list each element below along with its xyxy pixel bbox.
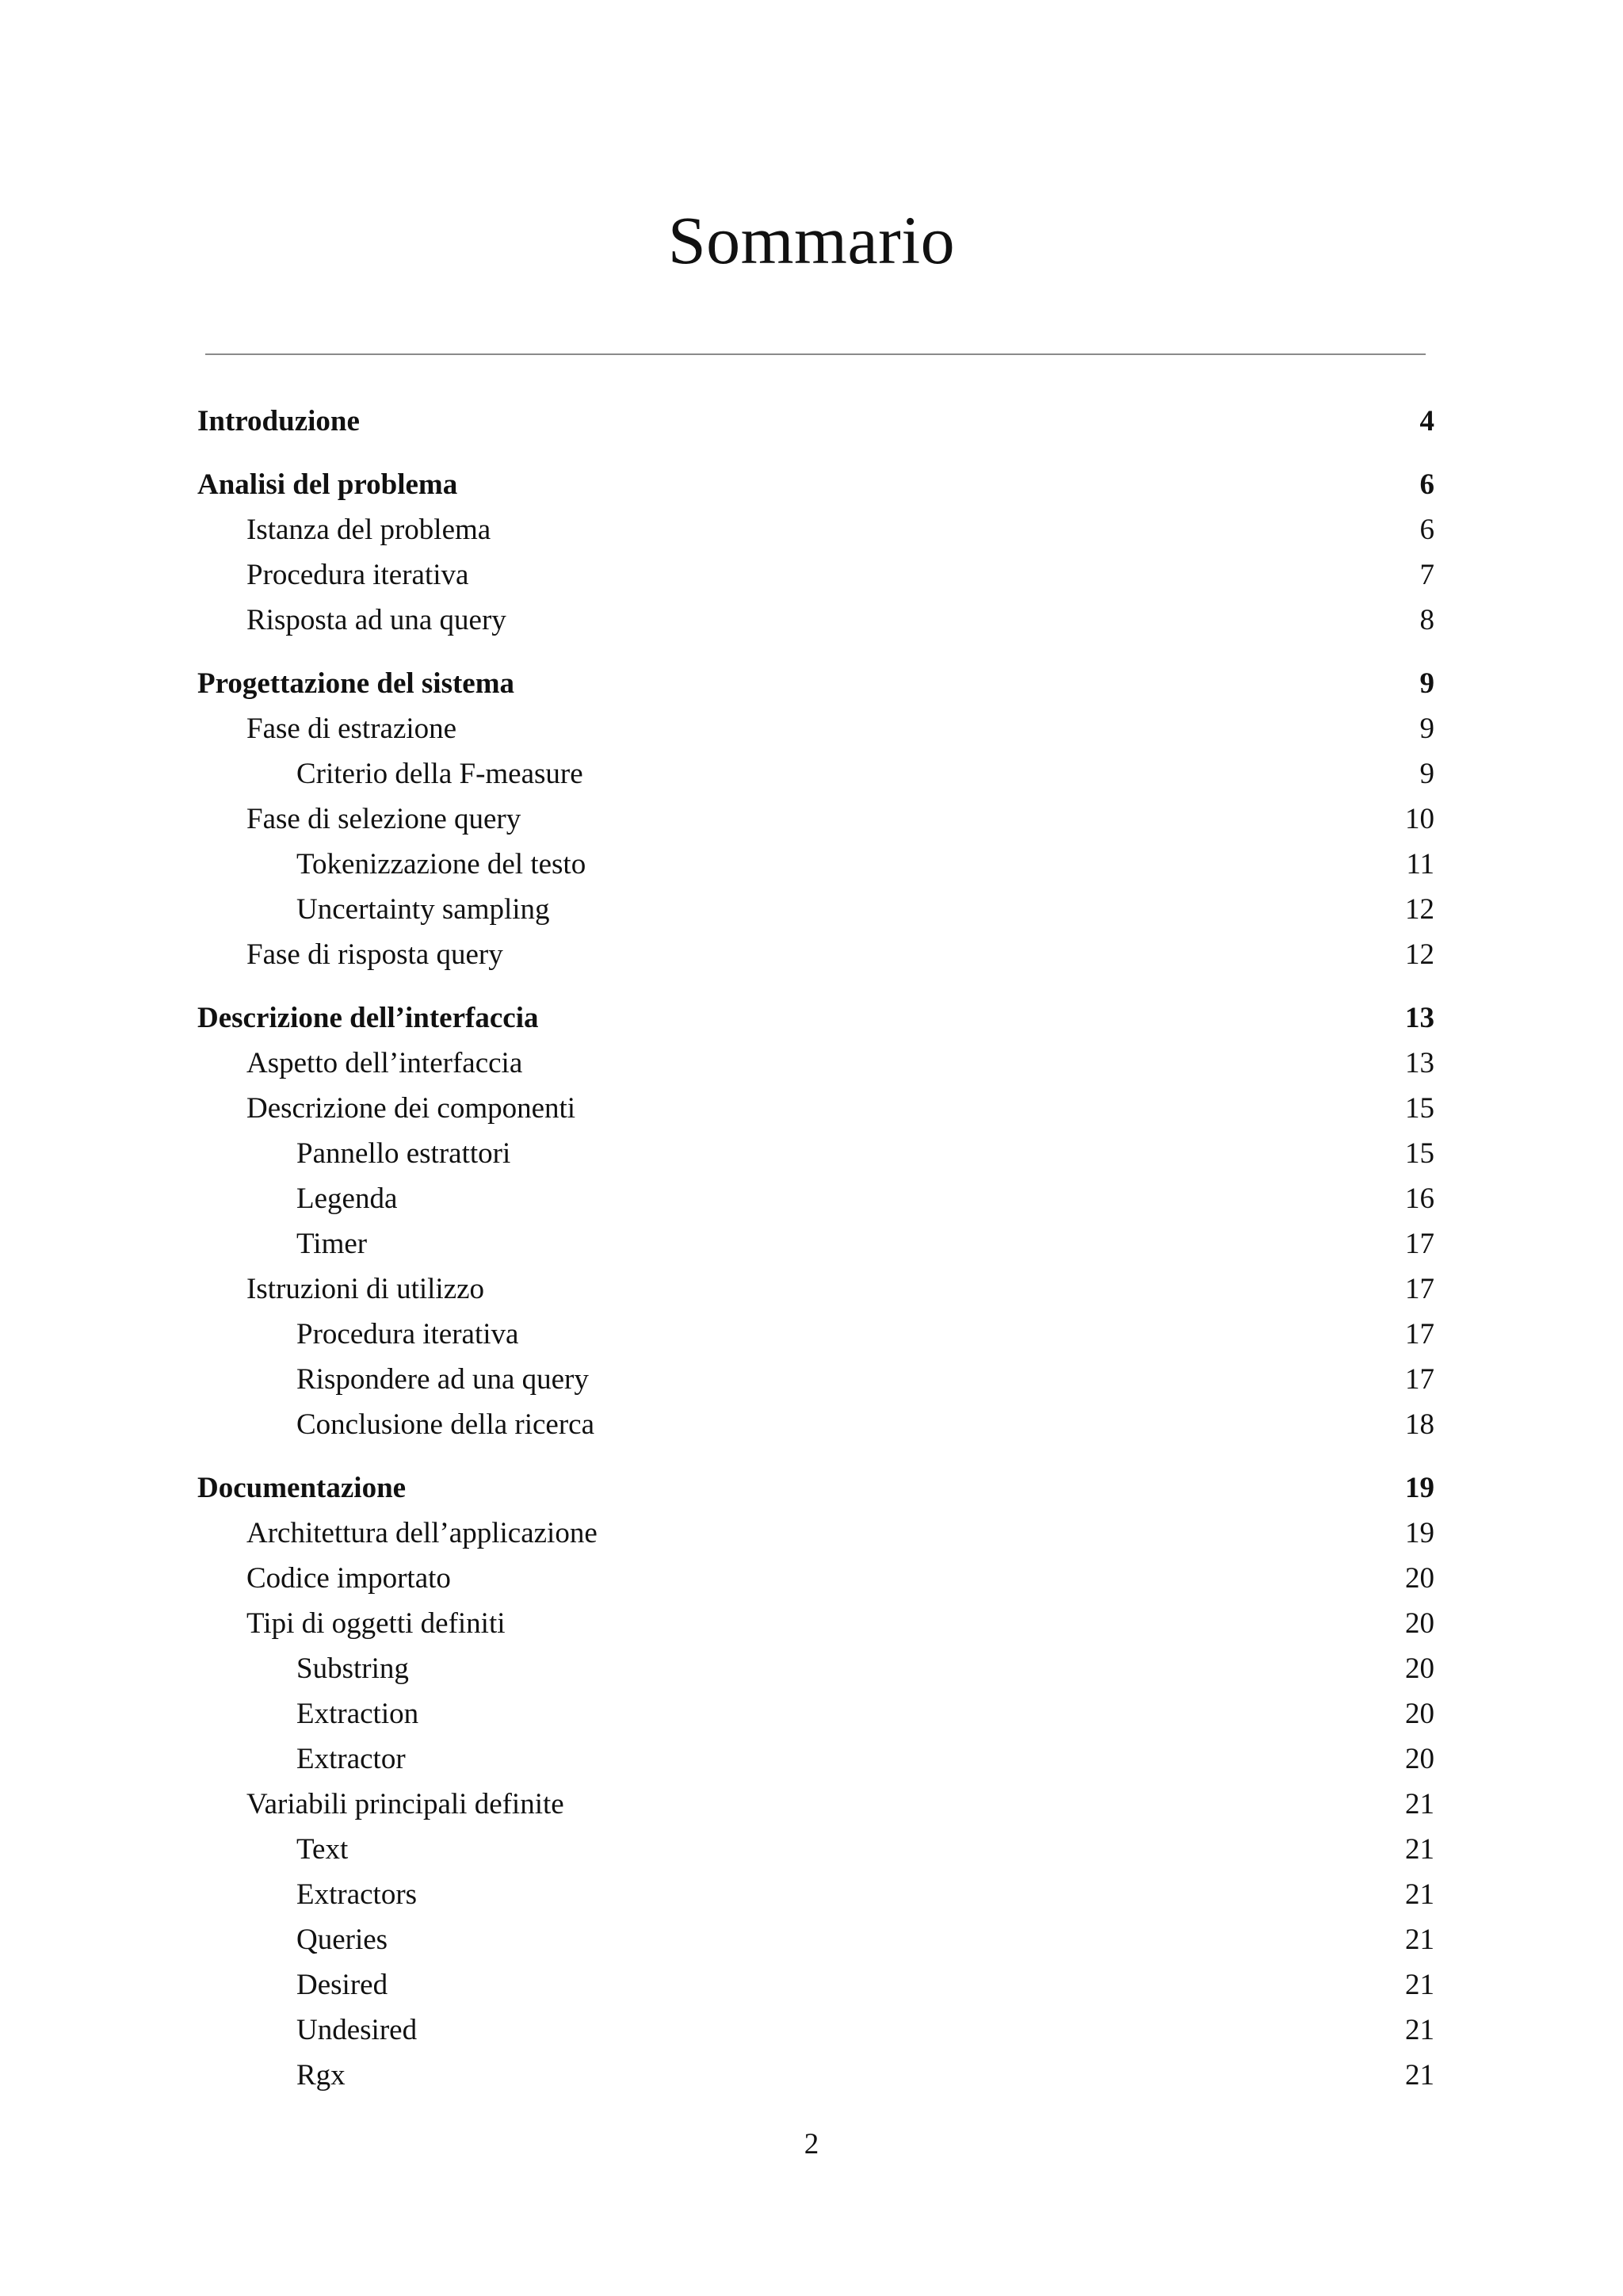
toc-entry-label: Procedura iterativa	[246, 559, 469, 591]
toc-entry[interactable]	[197, 2053, 1434, 2098]
toc-entry-label: Desired	[296, 1969, 388, 2001]
toc-entry[interactable]	[197, 1131, 1434, 1176]
toc-entry[interactable]	[197, 399, 1434, 444]
toc-entry-page: 15	[1405, 1092, 1434, 1125]
toc-entry-label: Tipi di oggetti definiti	[246, 1607, 506, 1640]
toc-entry-page: 21	[1405, 2014, 1434, 2046]
toc-entry[interactable]	[197, 462, 1434, 507]
toc-entry-page: 21	[1405, 1788, 1434, 1820]
toc-entry[interactable]	[197, 598, 1434, 643]
toc-entry-label: Analisi del problema	[197, 468, 458, 501]
toc-entry-label: Extraction	[296, 1698, 419, 1730]
toc-entry-label: Criterio della F-measure	[296, 758, 583, 790]
toc-entry-label: Extractor	[296, 1743, 406, 1775]
toc-entry[interactable]	[197, 1221, 1434, 1266]
toc-entry[interactable]	[197, 661, 1434, 706]
toc-entry-page: 18	[1405, 1408, 1434, 1441]
table-of-contents	[197, 399, 1434, 2098]
toc-entry-page: 17	[1405, 1228, 1434, 1260]
toc-entry-label: Substring	[296, 1652, 409, 1685]
toc-entry-label: Progettazione del sistema	[197, 667, 515, 700]
toc-entry-page: 11	[1406, 848, 1434, 881]
toc-entry-page: 12	[1405, 938, 1434, 971]
toc-entry-page: 16	[1405, 1182, 1434, 1215]
toc-entry-label: Extractors	[296, 1878, 418, 1911]
toc-entry[interactable]	[197, 842, 1434, 887]
toc-entry[interactable]	[197, 797, 1434, 842]
toc-entry[interactable]	[197, 2008, 1434, 2053]
toc-entry-page: 15	[1405, 1137, 1434, 1170]
toc-entry[interactable]	[197, 706, 1434, 751]
toc-entry[interactable]	[197, 751, 1434, 797]
toc-entry-page: 7	[1419, 559, 1434, 591]
toc-entry-label: Rgx	[296, 2059, 346, 2092]
toc-entry[interactable]	[197, 552, 1434, 598]
toc-entry-label: Conclusione della ricerca	[296, 1408, 594, 1441]
toc-entry[interactable]	[197, 1312, 1434, 1357]
toc-entry-page: 21	[1405, 1833, 1434, 1866]
toc-entry-page: 17	[1405, 1273, 1434, 1305]
toc-entry-label: Procedura iterativa	[296, 1318, 519, 1350]
toc-entry[interactable]	[197, 1827, 1434, 1872]
toc-entry-label: Istanza del problema	[246, 514, 491, 546]
toc-entry-page: 6	[1419, 514, 1434, 546]
toc-entry-label: Queries	[296, 1924, 388, 1956]
toc-entry-page: 19	[1405, 1517, 1434, 1549]
toc-entry[interactable]	[197, 1511, 1434, 1556]
page-title: Sommario	[667, 202, 956, 278]
toc-entry-page: 21	[1405, 2059, 1434, 2092]
toc-entry-page: 20	[1405, 1607, 1434, 1640]
toc-entry-page: 8	[1419, 604, 1434, 636]
page-number: 2	[804, 2128, 819, 2160]
toc-entry-page: 9	[1419, 712, 1434, 745]
toc-entry[interactable]	[197, 1041, 1434, 1086]
toc-entry-page: 10	[1405, 803, 1434, 835]
toc-entry[interactable]	[197, 507, 1434, 552]
toc-entry[interactable]	[197, 1736, 1434, 1782]
toc-entry-page: 12	[1405, 893, 1434, 926]
toc-entry[interactable]	[197, 1782, 1434, 1827]
toc-entry-label: Pannello estrattori	[296, 1137, 511, 1170]
toc-entry[interactable]	[197, 1465, 1434, 1511]
toc-entry-label: Text	[296, 1833, 349, 1866]
toc-entry-label: Introduzione	[197, 405, 360, 437]
toc-entry-label: Risposta ad una query	[246, 604, 506, 636]
toc-entry-label: Codice importato	[246, 1562, 451, 1595]
toc-entry-label: Legenda	[296, 1182, 398, 1215]
toc-entry-label: Undesired	[296, 2014, 418, 2046]
toc-entry-label: Variabili principali definite	[246, 1788, 564, 1820]
toc-entry[interactable]	[197, 1691, 1434, 1736]
toc-entry-page: 21	[1405, 1878, 1434, 1911]
toc-entry[interactable]	[197, 1601, 1434, 1646]
toc-entry-label: Fase di risposta query	[246, 938, 503, 971]
toc-entry-label: Descrizione dei componenti	[246, 1092, 576, 1125]
toc-entry-page: 17	[1405, 1363, 1434, 1396]
toc-entry-page: 21	[1405, 1969, 1434, 2001]
toc-entry-label: Fase di selezione query	[246, 803, 521, 835]
toc-entry-label: Fase di estrazione	[246, 712, 457, 745]
toc-entry-label: Rispondere ad una query	[296, 1363, 589, 1396]
toc-entry[interactable]	[197, 1402, 1434, 1447]
toc-entry-page: 20	[1405, 1652, 1434, 1685]
toc-entry-page: 20	[1405, 1743, 1434, 1775]
toc-entry-page: 19	[1405, 1472, 1434, 1504]
toc-entry-page: 13	[1405, 1047, 1434, 1079]
toc-entry-label: Documentazione	[197, 1472, 407, 1504]
toc-entry[interactable]	[197, 1176, 1434, 1221]
toc-entry-label: Uncertainty sampling	[296, 893, 550, 926]
toc-entry-page: 17	[1405, 1318, 1434, 1350]
toc-entry-page: 9	[1419, 667, 1434, 700]
toc-entry-page: 13	[1405, 1002, 1434, 1034]
toc-entry-page: 20	[1405, 1698, 1434, 1730]
toc-entry-page: 20	[1405, 1562, 1434, 1595]
toc-entry[interactable]	[197, 1556, 1434, 1601]
toc-entry[interactable]	[197, 932, 1434, 977]
toc-entry[interactable]	[197, 1266, 1434, 1312]
toc-entry[interactable]	[197, 1872, 1434, 1917]
toc-entry[interactable]	[197, 1357, 1434, 1402]
toc-entry-label: Istruzioni di utilizzo	[246, 1273, 485, 1305]
toc-entry-page: 9	[1419, 758, 1434, 790]
toc-entry[interactable]	[197, 887, 1434, 932]
toc-entry[interactable]	[197, 995, 1434, 1041]
toc-entry-label: Architettura dell’applicazione	[246, 1517, 598, 1549]
toc-entry-page: 21	[1405, 1924, 1434, 1956]
toc-entry[interactable]	[197, 1646, 1434, 1691]
toc-entry-label: Descrizione dell’interfaccia	[197, 1002, 539, 1034]
toc-entry[interactable]	[197, 1917, 1434, 1962]
toc-entry-label: Tokenizzazione del testo	[296, 848, 586, 881]
toc-entry-label: Aspetto dell’interfaccia	[246, 1047, 523, 1079]
title-divider	[205, 353, 1426, 355]
toc-entry-label: Timer	[296, 1228, 368, 1260]
toc-entry-page: 6	[1419, 468, 1434, 501]
toc-entry[interactable]	[197, 1086, 1434, 1131]
toc-entry[interactable]	[197, 1962, 1434, 2008]
toc-entry-page: 4	[1419, 405, 1434, 437]
